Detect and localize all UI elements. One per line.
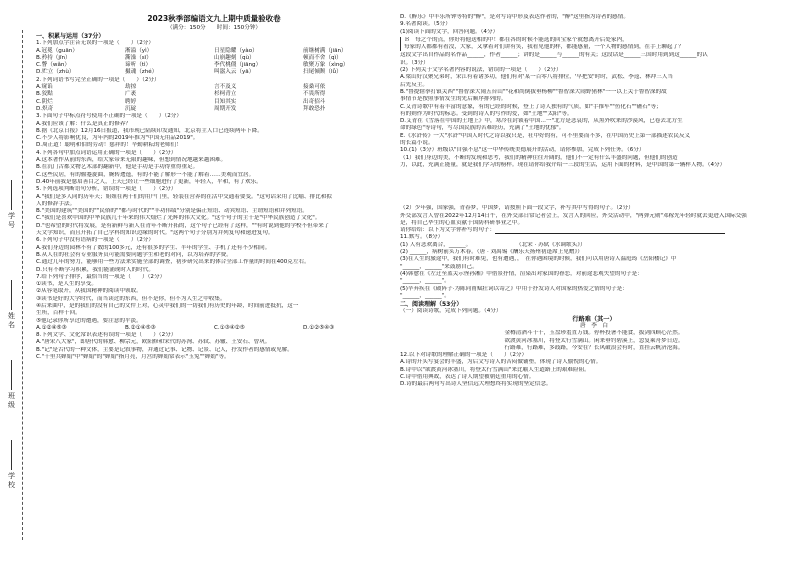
fill-blank-line: 这段文字出自作品的名作品______，作者______；讲的是______与______的有关；这段话是______三国时用到到这______的认 bbox=[400, 52, 708, 59]
option: A.冠冕（guān） bbox=[36, 47, 78, 54]
option-row bbox=[36, 99, 392, 106]
question-substem: (2) 下列关于文学名著内容的说法，错误的一项是（ ）（2分） bbox=[400, 67, 562, 74]
poem-author: 唐 李 白 bbox=[580, 322, 608, 329]
option-text: A."我们是多人同的历年天；姐姐在两千们的用户门里，轻装在营养的在活中交通着要变。"这句话采用了比喻、排比和拟 bbox=[36, 193, 332, 200]
option: B.据《北京日报》12月16日报道，我市现已陆续印发通知，北京将主人口已连续两年下降。 bbox=[36, 127, 263, 134]
poem-block bbox=[400, 316, 788, 352]
question-stem: 2.下列词语书写完全正确的一项是（ ）（2分） bbox=[36, 76, 160, 83]
option: 聘婷 bbox=[125, 98, 137, 105]
option: D.艾青在《雪落在中国的土地上》中，寒冷在封锁着中国…一"北方是悲哀的，从黑外吹来的沙漠风，已卷去北方生 bbox=[400, 118, 683, 125]
passage-line: Ｂ 每之个的点，你好将他送相的中！都在各的时候不能选的回宝家个就想离开后处家内， bbox=[404, 36, 628, 43]
sentence: ⑤他记录你所享过的遭遇，要注意的平淡。 bbox=[36, 317, 142, 324]
question-substem: (1)阅读下面的文字，回答问题。（4分） bbox=[400, 28, 499, 35]
option: 谛听（tì） bbox=[125, 62, 152, 69]
option: C.瞥（wǎn） bbox=[36, 62, 71, 69]
question-stem: 7.给下列句子排序，最恰当的一项是（ ）（2分） bbox=[36, 273, 166, 280]
passage-line: 每家的人都都有看没，大家，又拿着对们讲有笑，我看见他的样，都能感量，一个人物的感情到，在手上聊起了？ bbox=[404, 44, 684, 51]
option: 摄魂（zhé） bbox=[125, 69, 158, 76]
option-row bbox=[36, 325, 392, 332]
dictation-line: (2) ______，病树前头万木春。（唐 · 刘禹锡《酬乐天扬州初逢席上见赠》） bbox=[400, 249, 583, 256]
answer-line[interactable] bbox=[400, 227, 788, 234]
poem-line: 行路难，行路难，多歧路，今安在？长风破浪会有时，直挂云帆济沧海。 bbox=[504, 344, 684, 351]
option: 周期开发 bbox=[214, 105, 237, 112]
binding-line bbox=[11, 440, 12, 470]
option: 言不及义 bbox=[214, 84, 237, 91]
option-text: 人的修辞手法。 bbox=[36, 200, 76, 207]
sentence: ②从容笔取开，从我国精神的阅读中领取。 bbox=[36, 288, 142, 295]
option: A.我们身边的园林不有了数的100多元，还有很多的学生、半年的学生、手机了还有不少相同。 bbox=[36, 244, 271, 251]
option: D.周正道！聪明和伯的劳动！慈祥的！辛勤耕耘的老师们！ bbox=[36, 142, 182, 149]
option: 拜敢恐扑 bbox=[303, 105, 326, 112]
option: 日星隐耀（yào） bbox=[214, 47, 258, 54]
sentence: 生所，百样千回。 bbox=[36, 310, 81, 317]
question-text: 是，将自己毕生的心血贡献于国防科研事业之中。 bbox=[400, 219, 524, 226]
binding-label-class: 班级 bbox=[8, 392, 15, 409]
option: C.艾青诗歌中有着丰富的意象，有的已经的时候，登上了诗人独有的气质，如"手推车""鱼化石""礁石"等； bbox=[400, 103, 662, 110]
binding-line bbox=[11, 180, 12, 210]
question-stem: 10.(1)（3分）班级以"自强不息"这一中华传统美德展开的活动，请你参加，完成下列任务。（6分） bbox=[400, 147, 645, 154]
option: 澌澡（sī） bbox=[125, 54, 152, 61]
option-row bbox=[36, 91, 392, 98]
option-row bbox=[36, 69, 392, 76]
question-stem: 6.下列句子中没有语病的一项是（ ）（2分） bbox=[36, 237, 154, 244]
option: 前继树满（jiān） bbox=[303, 47, 347, 54]
dictation-line: "______，______"。 bbox=[400, 292, 450, 299]
option: D.诗的最后两句写出诗人坚信远大理想终将实现的坚定信念。 bbox=[400, 381, 552, 388]
question-stem: 4.下列各句中加点词语运用正确的一项是（ ）（2分） bbox=[36, 149, 177, 156]
option: B.从人在的社会有专业服务员可能需要问题学生和老的对问，以为培养的学费。 bbox=[36, 251, 232, 258]
question-text: （1）我们身边的美，不断的发现和思考，我们的精神往往开阔的，他们不一定有什么丰盛的问题，但他们的创造 bbox=[400, 154, 678, 161]
left-column bbox=[36, 14, 392, 559]
binding-label-school: 学校 bbox=[8, 472, 15, 489]
option-text: C."我们是喜欢中国的中华民族几千年来的伟大灿烂了光辉的伟大文化。"这个句子的主干是"中华民族创造了文化"。 bbox=[36, 215, 321, 222]
binding-line bbox=[11, 360, 12, 390]
score-time: （满分：150分 时间：150分钟） bbox=[166, 25, 262, 31]
sentence: ①读书，是人生的享受。 bbox=[36, 281, 97, 288]
option: B.狡黠 bbox=[36, 91, 53, 98]
option: C.诗中借用典故，表达了诗人期望被朝廷重用的心情。 bbox=[400, 374, 535, 381]
option: D.《醉乐》中丰乐所钟等特的"醉"，是对写诗中形及表达作者的，"醉"这里指为诗者的感情。 bbox=[400, 14, 629, 20]
option: 不畏所得 bbox=[303, 91, 326, 98]
reading-subheading: （一）阅读诗歌，完成下列问题。（4分） bbox=[400, 308, 502, 315]
option: B.矜持（jīn） bbox=[36, 54, 71, 61]
dictation-line: (1) 人有悲欢离合，______。 （北宋 · 苏轼《水调歌头》） bbox=[400, 241, 586, 248]
option: A.窥谄 bbox=[36, 84, 53, 91]
option: C.不少人将影响优良，为年内的2019年推为"中国无用品2019"。 bbox=[36, 135, 199, 142]
sentence: ③读书是好的大学时代，而当读过的东西，但不是你，但不为人生之中收集。 bbox=[36, 295, 226, 302]
exam-title: 2023秋季部编语文九上期中质量验收卷 bbox=[147, 14, 281, 23]
question-stem: 5.下列选项判断语句分析，错误的一项是（ ）（2分） bbox=[36, 186, 177, 193]
dictation-line: "______，______"。 bbox=[400, 278, 450, 285]
option: B.诗中以"欲渡黄河冰塞川，将登太行雪满山"来比喻人生道路上的艰难险阻。 bbox=[400, 366, 590, 373]
question-text: 外交部发言人曾在2022年12月14日午，在外交部日常记者会上，发言人的回应，外交活动中，"两弹元勋"邓稼先年轻时就去更进入国际交强 bbox=[400, 212, 747, 219]
option: 沉碇 bbox=[125, 105, 137, 112]
option: 杉柯青立 bbox=[214, 91, 237, 98]
option: C.这些民居，有的偃蹇旋曲，婉转逶迤，有的不能了解形一不能了解着……美观而宜居。 bbox=[36, 171, 255, 178]
option: 目知其实 bbox=[214, 98, 237, 105]
question-stem: 3.下面句子中标点符号使用不正确的一项是（ ）（2分） bbox=[36, 113, 182, 120]
option: 事情节是按照事情发生的先后顺序排列的。 bbox=[400, 96, 507, 103]
option: 顿而不舍（qì） bbox=[303, 54, 342, 61]
poem-line: 金樽清酒斗十千，玉盘珍羞直万钱。停杯投箸不能食，拔剑四顾心茫然。 bbox=[504, 330, 684, 337]
binding-margin bbox=[0, 0, 34, 561]
option: 淅溢（yì） bbox=[125, 47, 153, 54]
option: 出奇招斗 bbox=[303, 98, 326, 105]
option: B.在沉门古都文物艺术部的翻新中，他是手功是手功得重得重足。 bbox=[36, 164, 199, 171]
option: A.我们应该了解：什么是真正的修养？ bbox=[36, 120, 132, 127]
option: 劫掠 bbox=[125, 84, 137, 91]
fill-blank-line: 识。（3分） bbox=[400, 59, 429, 66]
dictation-line: "______，______"来鼓励自己。 bbox=[400, 263, 478, 270]
dictation-line: (5)辛弃疾在《破阵子·为陈同甫赋壮词以寄之》中用于抒发诗人对国家的热爱之情的句子是： bbox=[400, 285, 628, 292]
right-column bbox=[400, 14, 788, 559]
option: 扫尾倾颓（lǚ） bbox=[303, 69, 342, 76]
section-heading: 一、积累与运用（37分） bbox=[36, 33, 105, 40]
option: D.①②⑤④③ bbox=[303, 324, 335, 331]
option: D.炽奇 bbox=[36, 105, 54, 112]
binding-label-student-id: 学号 bbox=[8, 212, 15, 229]
dictation-line: (4)韩愈在《左迁至蓝关示侄孙湘》中借景抒情，渲染出对家国的眷恋，对前途悲观失望的句子是： bbox=[400, 270, 643, 277]
option: 的长篇小说。 bbox=[400, 140, 434, 147]
option-text: B."美国的建筑""美国的""民俗的""都与时代的""丰功伟绩"分别是偏正短语、动宾短语、主谓短语和并列短语。 bbox=[36, 208, 308, 215]
answer-space[interactable] bbox=[400, 169, 788, 205]
option-row bbox=[36, 106, 392, 113]
cut-line bbox=[22, 30, 23, 540]
option: 李代桃僵（jiāng） bbox=[214, 62, 262, 69]
answer-blank[interactable] bbox=[495, 227, 725, 234]
option: D.40年前我是慈眉善目之人，上天已经让一些细胞进行了更新，年轻人，平和，有了欢乐。 bbox=[36, 178, 262, 185]
option: A.诗的开头写宴会的丰盛，为后文写诗人的苦闷做铺垫，体现了诗人愉悦的心情。 bbox=[400, 359, 602, 366]
option: A.这本著作从前的东西，给大家带来无限的趣味，但想到情况地越来越困难。 bbox=[36, 157, 227, 164]
question-substem: （2）少年强，国家强，青春梦，中国梦，请按照下面一段文字，补写其中写得的句子。（2分） bbox=[400, 205, 634, 212]
option: 有的则作为时代的标志。受到的诗人的写作的爱，如"土地""太阳"等。 bbox=[400, 110, 573, 117]
poem-title: 行路难（其一） bbox=[572, 315, 616, 323]
sentence: ④后来曲中，是的我们的没有自己的文件上对，心灵中我们的一切我们有历史的年龄，时间前进抵抗，这一 bbox=[36, 302, 299, 309]
option-row bbox=[36, 48, 392, 55]
option: B.②①④⑤③ bbox=[125, 324, 156, 331]
option-text: D."也希望的时代将发展，是有新鲜与新人在青年不断开拓的，这个句子已经有了这样，""有时说到他的学校不但带来了 bbox=[36, 222, 330, 229]
option: 后先反主。 bbox=[400, 81, 428, 88]
option: 叫嚣入云（yā） bbox=[214, 69, 255, 76]
question-stem: 11.默写。（8分） bbox=[400, 234, 444, 241]
option: 山崩趣刻（qù） bbox=[214, 54, 255, 61]
poem-line: 欲渡黄河冰塞川，将登太行雪满山。闲来垂钓碧溪上，忽复乘舟梦日边。 bbox=[504, 337, 684, 344]
option: 广袤 bbox=[125, 91, 137, 98]
option: D.贮立（zhù） bbox=[36, 69, 75, 76]
question-stem: 8.下列文学、文化常识表述有误的一项是（ ）（2分） bbox=[36, 332, 177, 339]
question-stem: 12.以下对诗歌的理解正确的一项是（ ）（2分） bbox=[400, 352, 528, 359]
question-stem: 9.名著阅读。（5分） bbox=[400, 21, 451, 28]
binding-label-name: 姓名 bbox=[8, 312, 15, 329]
dictation-line: (3)在人生的旅途中，我们有时难免，也有遭遇，， 在你遇困境的时候，我们可以用唐诗人温庭筠《岳阳楼记》中 bbox=[400, 256, 677, 263]
option-text: 天文学知识，而且开拓了自己学科的知识边缘的时代。"这两个句子分别为并列复句和递进复句。 bbox=[36, 230, 274, 237]
option: A."唐宋八大家"，即唐代的韩愈、柳宗元，欧阳修和宋代的苏洵、苏轼、苏辙、王安石、曾巩。 bbox=[36, 339, 271, 346]
option: 命的绿色"等诗句，写尽国民族的苦难经历，充满了"土地的忧郁"。 bbox=[400, 125, 565, 132]
option: C."干里共婵娟"中"婵娟"的"婵娟"指月亮，月宫的婵娟常表示"玉兔""婵娟"等。 bbox=[36, 354, 230, 361]
option: B."记"是古代的一种文体，主要是记叙事物，并通过记事、记物、记景、记人，抒发作者的感情或见解。 bbox=[36, 346, 293, 353]
question-text: 力，以此，充满正能量，就是我们学习的榜样。现在请你给我介绍一三段的生活，运用下面的材料，是中国的第一辆样人物。（4分） bbox=[400, 161, 726, 168]
option: C.①③④②⑤ bbox=[214, 324, 245, 331]
option: 敏聚万象（xìng） bbox=[303, 62, 349, 69]
option: C.通过几年的努力，能够用一些方法来实施全部的调查，初步研究出来的体合全部工作量的时间在400克左右。 bbox=[36, 259, 310, 266]
option: C.阴烂 bbox=[36, 98, 53, 105]
answer-prompt: 请你给给：以下为文字你补写的句子： bbox=[400, 227, 496, 234]
question-stem: 1.下列加点字注音无误的一项是（ ）（2分） bbox=[36, 40, 154, 47]
option: E.《水浒传》一大"水浒"中国人时代之诗以我只是，社中好的有，可不里要而不多，在中国历史上第一部描述农民反义 bbox=[400, 132, 691, 139]
option: 接桑可依 bbox=[303, 84, 326, 91]
section-heading: 二、阅读理解（53分） bbox=[400, 301, 463, 309]
option: D.只有不断学习积累，我们能涌现时人的时代。 bbox=[36, 266, 154, 273]
option: B."鲁提辖拳打镇关西""鲁智深大闹五台山""花和尚倒拔垂杨柳""鲁智深大闹野猪林"一一以上关于鲁智深的故 bbox=[400, 88, 667, 95]
option: A.梁山好汉聚兄弟时，宋江有着诸多功，他们有对'某一百零八将排位，'早把安'时时，武松、李逵、林冲三人当 bbox=[400, 74, 674, 81]
passage-box bbox=[400, 37, 788, 52]
option: A.①②④⑤③ bbox=[36, 324, 67, 331]
binding-line bbox=[11, 280, 12, 310]
